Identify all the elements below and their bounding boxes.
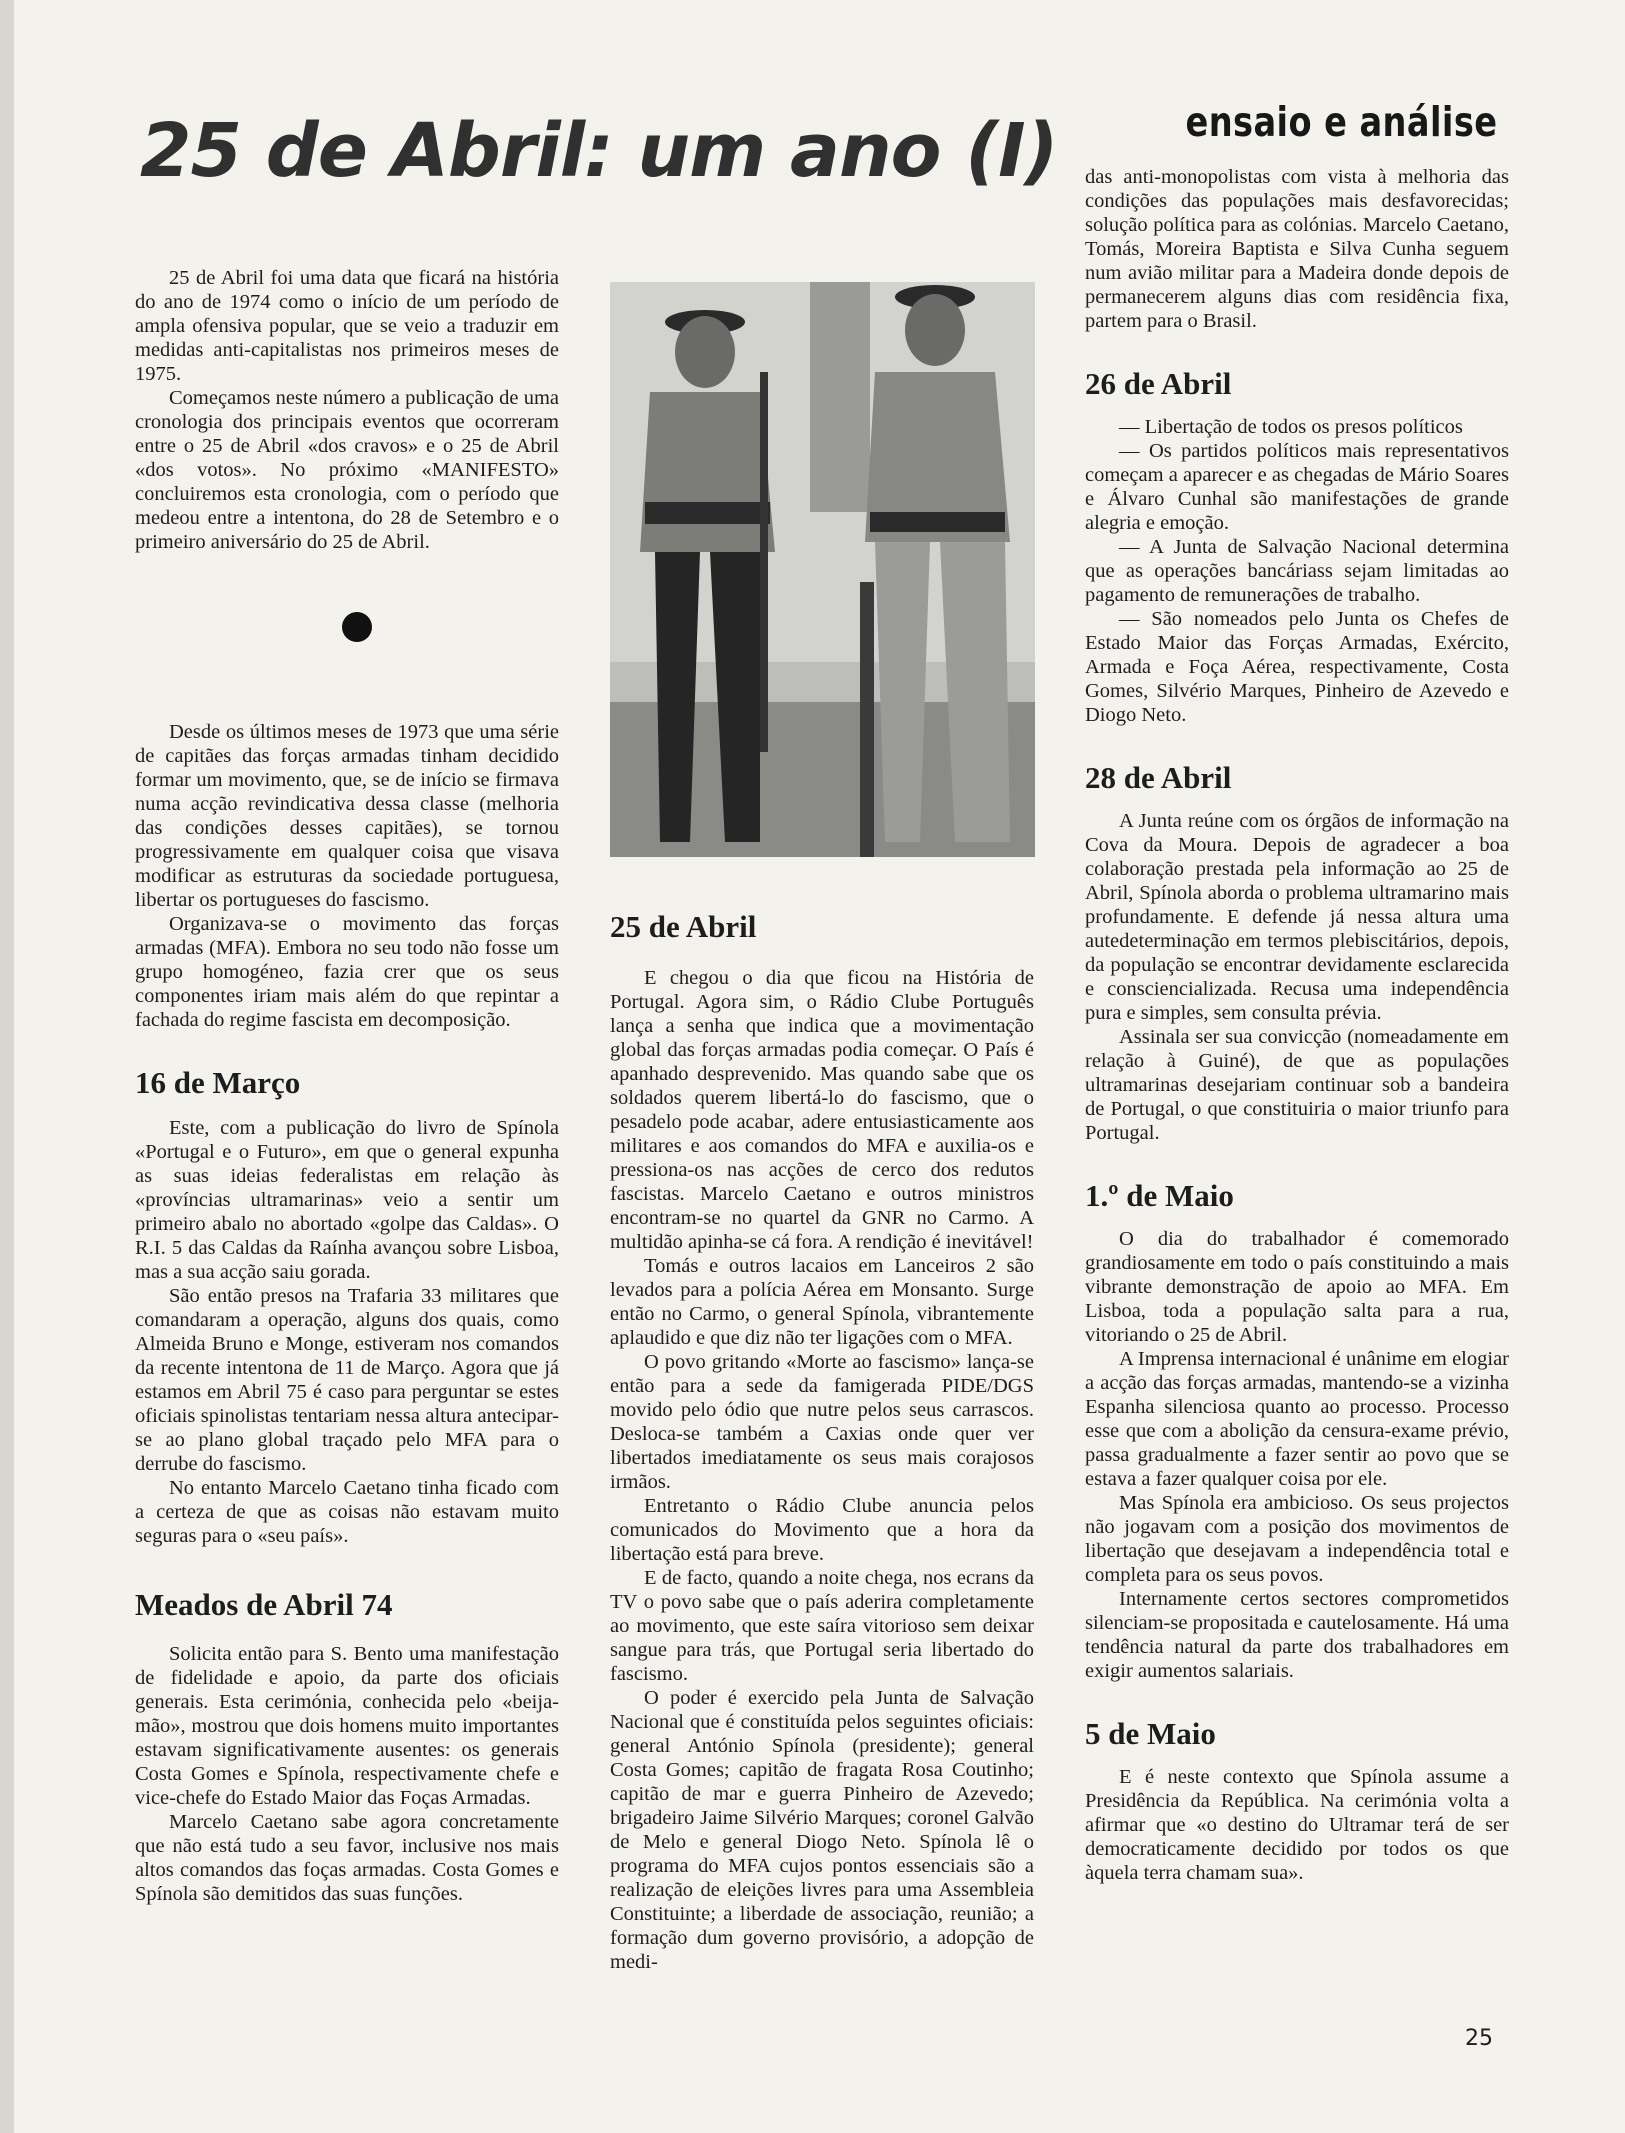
spacer bbox=[135, 1032, 559, 1066]
paragraph: Mas Spínola era ambicioso. Os seus projectos não jogavam com a posição dos movimentos de libertação que desejavam a independência total e completa para os seus povos. bbox=[1085, 1492, 1509, 1586]
paragraph: Solicita então para S. Bento uma manifestação de fidelidade e apoio, da parte dos oficiais generais. Esta cerimónia, conhecida pelo «beija-mão», mostrou que dois homens muito importantes estavam significativamente ausentes: os generais Costa Gomes e Spínola, respectivamente chefe e vice-chefe do Estado Maior das Foças Armadas. bbox=[135, 1643, 559, 1809]
paragraph: E chegou o dia que ficou na História de Portugal. Agora sim, o Rádio Clube Português lança a senha que indica que a movimentação global das forças armadas podia começar. O País é apanhado desprevenido. Mas quando sabe que os soldados querem libertá-lo do fascismo, que o pesadelo pode acabar, adere entusiasticamente aos militares e aos comandos do MFA e auxilia-os e pressiona-os nas acções de cerco dos redutos fascistas. Marcelo Caetano e outros ministros encontram-se no quartel da GNR no Carmo. A multidão apinha-se cá fora. A rendição é inevitável! bbox=[610, 967, 1034, 1253]
heading-meados-abril: Meados de Abril 74 bbox=[135, 1587, 393, 1622]
page-number: 25 bbox=[1465, 2026, 1493, 2051]
article-title: 25 de Abril: um ano (I) bbox=[140, 108, 1058, 194]
heading-25-abril: 25 de Abril bbox=[610, 909, 757, 944]
spacer bbox=[1085, 1145, 1509, 1179]
section-tag: ensaio e análise bbox=[1185, 98, 1497, 146]
paragraph: São então presos na Trafaria 33 militares que comandaram a operação, alguns dos quais, como Almeida Bruno e Monge, estiveram nos comandos da recente intentona de 11 de Março. Agora que já estamos em Abril 75 é caso para perguntar se estes oficiais spinolistas tentariam nessa altura antecipar-se ao plano global traçado pelo MFA para o derrube do fascismo. bbox=[135, 1285, 559, 1475]
list-item: — Libertação de todos os presos políticos bbox=[1119, 416, 1463, 438]
left-column bbox=[135, 266, 559, 1906]
paragraph: E de facto, quando a noite chega, nos ecrans da TV o povo sabe que o país aderira completamente ao movimento, que este saíra vitorioso sem deixar sangue para trás, que Portugal seria libertado do fascismo. bbox=[610, 1567, 1034, 1685]
paragraph: E é neste contexto que Spínola assume a Presidência da República. Na cerimónia volta a afirmar que «o destino do Ultramar terá de ser democraticamente decidido por todos os que àquela terra chamam sua». bbox=[1085, 1766, 1509, 1884]
middle-column bbox=[610, 910, 1034, 1974]
paragraph: Marcelo Caetano sabe agora concretamente que não está tudo a seu favor, inclusive nos mais altos comandos das foças armadas. Costa Gomes e Spínola são demitidos das suas funções. bbox=[135, 1811, 559, 1905]
paragraph: A Junta reúne com os órgãos de informação na Cova da Moura. Depois de agradecer a boa colaboração prestada pela informação ao 25 de Abril, Spínola aborda o problema ultramarino mais profundamente. E defende já nessa altura uma autedeterminação em termos plebiscitários, depois, da população se encontrar devidamente esclarecida e consciencializada. Recusa uma independência pura e simples, sem consulta prévia. bbox=[1085, 810, 1509, 1024]
spacer bbox=[1085, 333, 1509, 367]
heading-5-maio: 5 de Maio bbox=[1085, 1716, 1216, 1751]
right-column bbox=[1085, 165, 1509, 1885]
photo-two-soldiers-icon bbox=[610, 282, 1035, 857]
paragraph: No entanto Marcelo Caetano tinha ficado com a certeza de que as coisas não estavam muito seguras para o «seu país». bbox=[135, 1477, 559, 1547]
spacer bbox=[1085, 1683, 1509, 1717]
paragraph: Desde os últimos meses de 1973 que uma série de capitães das forças armadas tinham decidido formar um movimento, que, se de início se firmava numa acção revindicativa dessa classe (melhoria das condições desses capitães), se tornou progressivamente em qualquer coisa que visava modificar as estruturas da sociedade portuguesa, libertar os portugueses do fascismo. bbox=[135, 721, 559, 911]
paragraph: Assinala ser sua convicção (nomeadamente em relação à Guiné), de que as populações ultramarinas desejariam continuar sob a bandeira de Portugal, o que constituiria o maior triunfo para Portugal. bbox=[1085, 1026, 1509, 1144]
spacer bbox=[1085, 727, 1509, 761]
paragraph: Este, com a publicação do livro de Spínola «Portugal e o Futuro», em que o general expunha as suas ideias federalistas em relação às «províncias ultramarinas» veio a sentir um primeiro abalo no abortado «golpe das Caldas». O R.I. 5 das Caldas da Raínha avançou sobre Lisboa, mas a sua acção saiu gorada. bbox=[135, 1117, 559, 1283]
intro-paragraph: Começamos neste número a publicação de uma cronologia dos principais eventos que ocorreram entre o 25 de Abril «dos cravos» e o 25 de Abril «dos votos». No próximo «MANIFESTO» concluiremos esta cronologia, com o período que medeou entre a intentona, do 28 de Setembro e o primeiro aniversário do 25 de Abril. bbox=[135, 387, 559, 553]
intro-paragraph: 25 de Abril foi uma data que ficará na história do ano de 1974 como o início de um período de ampla ofensiva popular, que se veio a traduzir em medidas anti-capitalistas nos primeiros meses de 1975. bbox=[135, 267, 559, 385]
paragraph: Internamente certos sectores comprometidos silenciam-se propositada e cautelosamente. Há uma tendência natural da parte dos trabalhadores em exigir aumentos salariais. bbox=[1085, 1588, 1509, 1682]
list-item: — A Junta de Salvação Nacional determina que as operações bancáriass sejam limitadas ao pagamento de remunerações de trabalho. bbox=[1085, 536, 1509, 606]
heading-26-abril: 26 de Abril bbox=[1085, 366, 1232, 401]
paragraph: das anti-monopolistas com vista à melhoria das condições das populações mais desfavorecidas; solução política para as colónias. Marcelo Caetano, Tomás, Moreira Baptista e Silva Cunha seguem num avião militar para a Madeira donde depois de permanecerem alguns dias com residência fixa, partem para o Brasil. bbox=[1085, 166, 1509, 332]
paragraph: Entretanto o Rádio Clube anuncia pelos comunicados do Movimento que a hora da libertação está para breve. bbox=[610, 1495, 1034, 1565]
list-item: — Os partidos políticos mais representativos começam a aparecer e as chegadas de Mário Soares e Álvaro Cunhal são manifestações de grande alegria e emoção. bbox=[1085, 440, 1509, 534]
spacer bbox=[135, 1548, 559, 1588]
heading-16-marco: 16 de Março bbox=[135, 1065, 301, 1100]
paragraph: Organizava-se o movimento das forças armadas (MFA). Embora no seu todo não fosse um grupo homogéneo, fazia crer que os seus componentes iriam mais além do que repintar a fachada do regime fascista em decomposição. bbox=[135, 913, 559, 1031]
paragraph: O povo gritando «Morte ao fascismo» lança-se então para a sede da famigerada PIDE/DGS movido pelo ódio que nutre pelos seus carrascos. Desloca-se também a Caxias onde quer ver libertados imediatamente os seus mais corajosos irmãos. bbox=[610, 1351, 1034, 1493]
paragraph: Tomás e outros lacaios em Lanceiros 2 são levados para a polícia Aérea em Monsanto. Surge então no Carmo, o general Spínola, vibrantemente aplaudido e que diz não ter ligações com o MFA. bbox=[610, 1255, 1034, 1349]
paragraph: O dia do trabalhador é comemorado grandiosamente em todo o país constituindo a mais vibrante demonstração de apoio ao MFA. Em Lisboa, toda a população salta para a rua, vitoriando o 25 de Abril. bbox=[1085, 1228, 1509, 1346]
paragraph: O poder é exercido pela Junta de Salvação Nacional que é constituída pelos seguintes oficiais: general António Spínola (presidente); general Costa Gomes; capitão de fragata Rosa Coutinho; capitão de mar e guerra Pinheiro de Azevedo; brigadeiro Jaime Silvério Marques; coronel Galvão de Melo e general Diogo Neto. Spínola lê o programa do MFA cujos pontos essenciais são a realização de eleições livres para uma Assembleia Constituinte; a liberdade de associação, reunião; a formação dum governo provisório, a adopção de medi- bbox=[610, 1687, 1034, 1973]
bullet-separator bbox=[342, 612, 372, 642]
paragraph: A Imprensa internacional é unânime em elogiar a acção das forças armadas, mantendo-se a vizinha Espanha silenciosa quanto ao processo. Processo esse que com a abolição da censura-exame prévio, passa gradualmente a fazer sentir ao povo que se estava a fazer qualquer coisa por ele. bbox=[1085, 1348, 1509, 1490]
list-item: — São nomeados pelo Junta os Chefes de Estado Maior das Forças Armadas, Exército, Armada e Foça Aérea, respectivamente, Costa Gomes, Silvério Marques, Pinheiro de Azevedo e Diogo Neto. bbox=[1085, 608, 1509, 726]
heading-1-maio: 1.º de Maio bbox=[1085, 1178, 1234, 1213]
heading-28-abril: 28 de Abril bbox=[1085, 760, 1232, 795]
